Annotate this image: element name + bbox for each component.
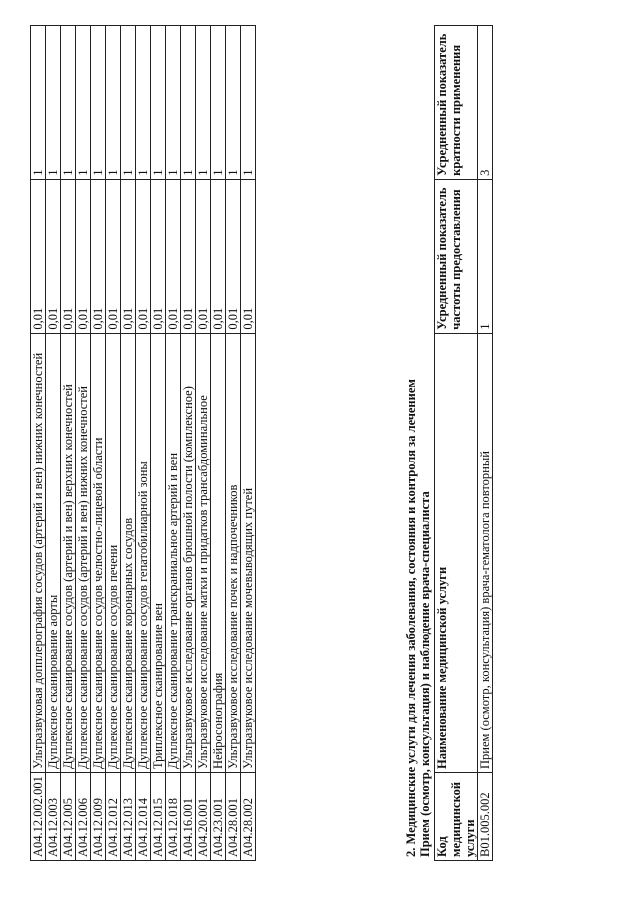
cell-frequency: 0,01 [166, 179, 181, 333]
cell-frequency: 0,01 [241, 179, 256, 333]
table-row [61, 26, 76, 861]
consultations-table-body [478, 26, 493, 861]
cell-code: A04.12.013 [121, 773, 136, 861]
services-table-body [31, 26, 256, 861]
cell-name: Ультразвуковое исследование мочевыводящих путей [241, 333, 256, 772]
table-row [211, 26, 226, 861]
cell-code: A04.12.006 [76, 773, 91, 861]
cell-multiplicity: 1 [226, 26, 241, 180]
cell-name: Ультразвуковое исследование органов брюшной полости (комплексное) [181, 333, 196, 772]
services-table-continued [30, 25, 256, 861]
cell-frequency: 0,01 [211, 179, 226, 333]
table-row [91, 26, 106, 861]
cell-name: Дуплексное сканирование сосудов (артерий и вен) нижних конечностей [76, 333, 91, 772]
cell-name: Нейросонография [211, 333, 226, 772]
cell-frequency: 0,01 [151, 179, 166, 333]
section-2-title: 2. Медицинские услуги для лечения заболевания, состояния и контроля за лечением [404, 379, 418, 857]
cell-name: Ультразвуковое исследование почек и надпочечников [226, 333, 241, 772]
cell-frequency: 0,01 [196, 179, 211, 333]
cell-code: A04.23.001 [211, 773, 226, 861]
cell-code: A04.12.009 [91, 773, 106, 861]
cell-multiplicity: 1 [46, 26, 61, 180]
cell-frequency: 0,01 [76, 179, 91, 333]
cell-code: A04.28.001 [226, 773, 241, 861]
table-row [46, 26, 61, 861]
cell-multiplicity: 1 [151, 26, 166, 180]
cell-multiplicity: 1 [61, 26, 76, 180]
cell-multiplicity: 1 [31, 26, 46, 180]
cell-code: B01.005.002 [478, 773, 493, 861]
table-row [106, 26, 121, 861]
cell-name: Дуплексное сканирование сосудов гепатобилиарной зоны [136, 333, 151, 772]
cell-multiplicity: 1 [76, 26, 91, 180]
cell-frequency: 0,01 [106, 179, 121, 333]
consultations-table [434, 25, 493, 861]
cell-multiplicity: 1 [91, 26, 106, 180]
table-row [76, 26, 91, 861]
cell-frequency: 0,01 [31, 179, 46, 333]
cell-code: A04.20.001 [196, 773, 211, 861]
cell-frequency: 0,01 [61, 179, 76, 333]
cell-code: A04.12.012 [106, 773, 121, 861]
cell-name: Дуплексное сканирование сосудов (артерий и вен) верхних конечностей [61, 333, 76, 772]
cell-code: A04.12.014 [136, 773, 151, 861]
table-row [478, 26, 493, 861]
cell-frequency: 0,01 [91, 179, 106, 333]
cell-multiplicity: 1 [211, 26, 226, 180]
table-row [226, 26, 241, 861]
cell-frequency: 0,01 [181, 179, 196, 333]
cell-code: A04.12.018 [166, 773, 181, 861]
header-name: Наименование медицинской услуги [435, 333, 478, 772]
cell-frequency: 0,01 [121, 179, 136, 333]
cell-multiplicity: 1 [241, 26, 256, 180]
cell-multiplicity: 1 [136, 26, 151, 180]
cell-name: Дуплексное сканирование сосудов челюстно-лицевой области [91, 333, 106, 772]
table-row [121, 26, 136, 861]
table-row [166, 26, 181, 861]
cell-code: A04.12.005 [61, 773, 76, 861]
table-row [31, 26, 46, 861]
header-frequency: Усредненный показатель частоты предоставления [435, 179, 478, 333]
cell-frequency: 0,01 [136, 179, 151, 333]
cell-code: A04.16.001 [181, 773, 196, 861]
cell-multiplicity: 1 [121, 26, 136, 180]
cell-name: Ультразвуковое исследование матки и придатков трансабдоминальное [196, 333, 211, 772]
cell-name: Ультразвуковая допплерография сосудов (артерий и вен) нижних конечностей [31, 333, 46, 772]
table-header-row [435, 26, 478, 861]
cell-code: A04.28.002 [241, 773, 256, 861]
table-row [136, 26, 151, 861]
cell-name: Дуплексное сканирование коронарных сосудов [121, 333, 136, 772]
cell-code: A04.12.003 [46, 773, 61, 861]
table-row [181, 26, 196, 861]
cell-name: Триплексное сканирование вен [151, 333, 166, 772]
cell-multiplicity: 1 [166, 26, 181, 180]
cell-name: Дуплексное сканирование аорты [46, 333, 61, 772]
cell-multiplicity: 3 [478, 26, 493, 180]
cell-name: Дуплексное сканирование сосудов печени [106, 333, 121, 772]
cell-frequency: 0,01 [46, 179, 61, 333]
header-code: Код медицинской услуги [435, 773, 478, 861]
table-row [151, 26, 166, 861]
section-2-subtitle: Прием (осмотр, консультация) и наблюдение врача-специалиста [418, 491, 432, 857]
cell-frequency: 0,01 [226, 179, 241, 333]
cell-multiplicity: 1 [181, 26, 196, 180]
cell-code: A04.12.002.001 [31, 773, 46, 861]
cell-name: Дуплексное сканирование транскраниальное артерий и вен [166, 333, 181, 772]
header-multiplicity: Усредненный показатель кратности применения [435, 26, 478, 180]
cell-name: Прием (осмотр, консультация) врача-гематолога повторный [478, 333, 493, 772]
cell-multiplicity: 1 [106, 26, 121, 180]
table-row [241, 26, 256, 861]
table-row [196, 26, 211, 861]
cell-multiplicity: 1 [196, 26, 211, 180]
cell-frequency: 1 [478, 179, 493, 333]
cell-code: A04.12.015 [151, 773, 166, 861]
